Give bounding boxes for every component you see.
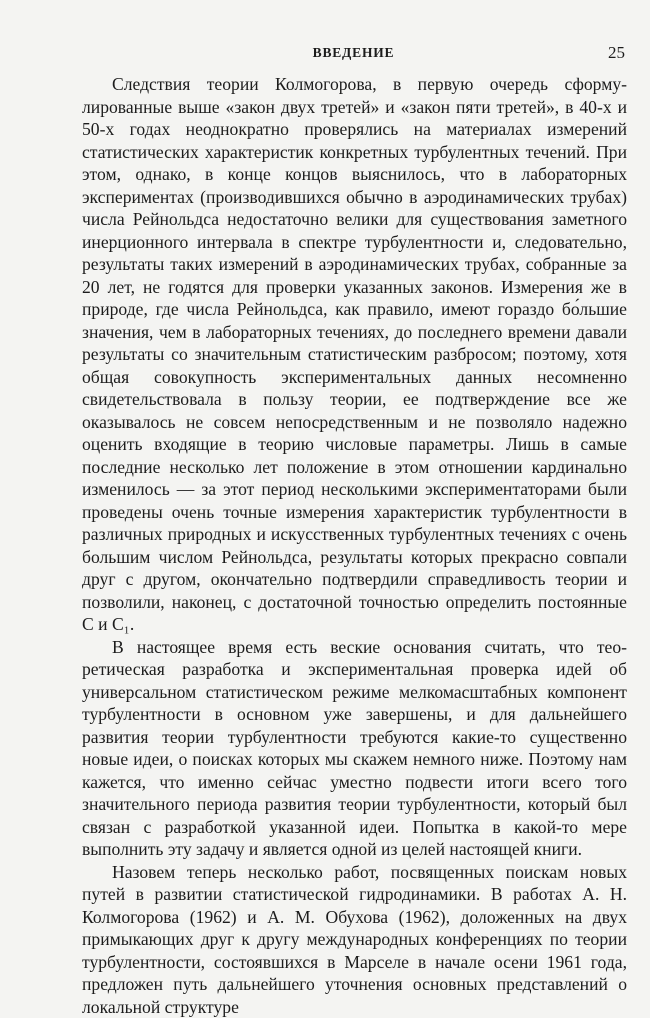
paragraph: Назовем теперь несколько работ, посвященных поискам новых путей в развитии статистической гидродинамики. В работах А. Н. Колмогорова (1962) и А. М. Обухова (1962), доложенных на двух примыкающих друг к другу международных конференциях по теории турбулентности, состоявшихся в Марселе в начале осени 1961 года, предложен путь дальнейшего уточнения основных представлений о локальной структуре (82, 861, 627, 1018)
running-head (82, 43, 625, 63)
paragraph: Следствия теории Колмогорова, в первую очередь сформулированные выше «закон двух третей» и «закон пяти третей», в 40-х и 50-х годах неоднократно проверялись на материалах измерений статистических характеристик конкретных турбулентных течений. При этом, однако, в конце концов выяснилось, что в лабораторных экспериментах (производившихся обычно в аэродинамических трубах) числа Рейнольдса недостаточно велики для существования заметного инерционного интервала в спектре турбулентности и, следовательно, результаты таких измерений в аэродинамических трубах, собранные за 20 лет, не годятся для проверки указанных законов. Измерения же в природе, где числа Рейнольдса, как правило, имеют гораздо бо́льшие значения, чем в лабораторных течениях, до последнего времени давали результаты со значительным статистическим разбросом; поэтому, хотя общая совокупность экспериментальных данных несомненно свидетельствовала в пользу теории, ее подтверждение все же оказывалось не совсем непосредственным и не позволяло надежно оценить входящие в теорию числовые параметры. Лишь в самые последние несколько лет положение в этом отношении кардинально изменилось — за этот период несколькими экспериментаторами были проведены очень точные измерения характеристик турбулентности в различных природных и искусственных турбулентных течениях с очень большим числом Рейнольдса, результаты которых прекрасно совпали друг с другом, окончательно подтвердили справедливость теории и позволили, наконец, с достаточной точностью определить постоянные C и C₁. (82, 73, 627, 636)
body-text (82, 73, 627, 1018)
running-title: ВВЕДЕНИЕ (82, 45, 625, 61)
page-number: 25 (608, 43, 625, 63)
paragraph: В настоящее время есть веские основания считать, что теоретическая разработка и экспериментальная проверка идей об универсальном статистическом режиме мелкомасштабных компонент турбулентности в основном уже завершены, и для дальнейшего развития теории турбулентности требуются какие-то существенно новые идеи, о поисках которых мы скажем немного ниже. Поэтому нам кажется, что именно сейчас уместно подвести итоги всего того значительного периода развития теории турбулентности, который был связан с разработкой указанной идеи. Попытка в какой-то мере выполнить эту задачу и является одной из целей настоящей книги. (82, 636, 627, 861)
